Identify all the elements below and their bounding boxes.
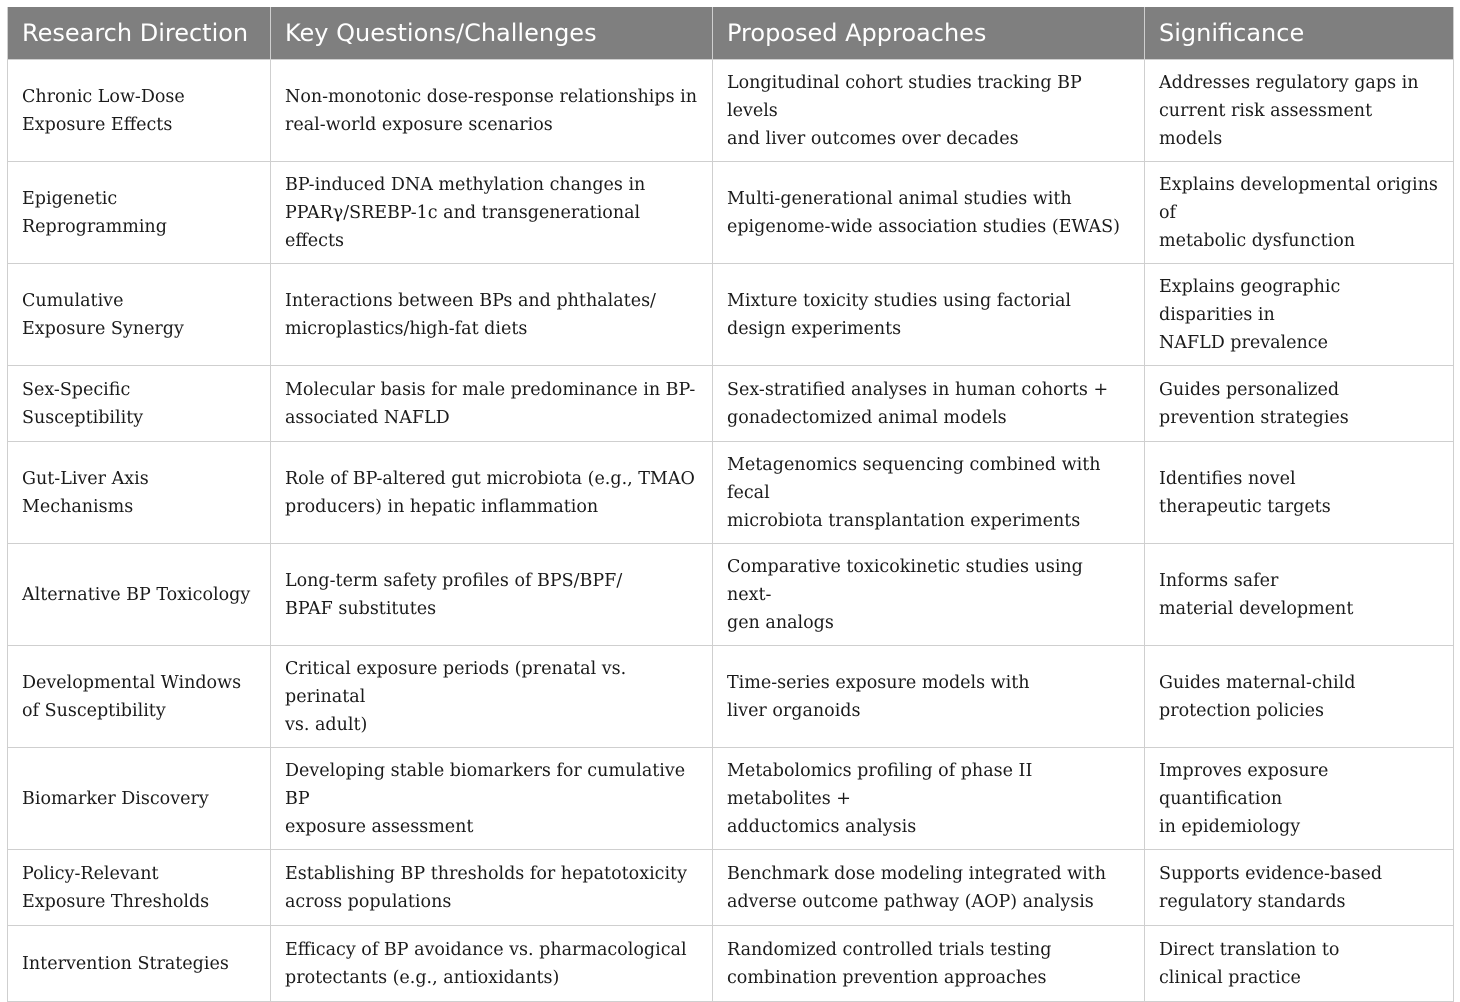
cell-key-questions <box>271 544 713 646</box>
cell-proposed-approaches <box>713 646 1145 748</box>
cell-proposed-approaches <box>713 162 1145 264</box>
table-row <box>8 264 1454 366</box>
cell-proposed-approaches <box>713 544 1145 646</box>
table-row <box>8 366 1454 442</box>
cell-research-direction <box>8 442 271 544</box>
table-row <box>8 748 1454 850</box>
research-directions-table <box>7 7 1454 1002</box>
cell-text: Developmental Windows of Susceptibility <box>22 673 242 721</box>
cell-text: Addresses regulatory gaps in current risk assessment models <box>1159 73 1419 149</box>
cell-text: Randomized controlled trials testing combination prevention approaches <box>727 940 1052 988</box>
cell-text: Sex-Specific Susceptibility <box>22 380 144 428</box>
cell-text: Longitudinal cohort studies tracking BP levels and liver outcomes over decades <box>727 73 1082 149</box>
cell-text: Time-series exposure models with liver organoids <box>727 673 1030 721</box>
cell-text: Explains geographic disparities in NAFLD prevalence <box>1159 277 1341 353</box>
cell-key-questions <box>271 162 713 264</box>
cell-proposed-approaches <box>713 442 1145 544</box>
cell-key-questions <box>271 748 713 850</box>
header-research-direction: Research Direction <box>8 7 271 60</box>
cell-significance <box>1145 366 1454 442</box>
cell-text: Metabolomics profiling of phase II metabolites + adductomics analysis <box>727 761 1033 837</box>
cell-key-questions <box>271 926 713 1002</box>
table-row <box>8 646 1454 748</box>
research-table-container <box>7 7 1453 1002</box>
cell-key-questions <box>271 850 713 926</box>
cell-key-questions <box>271 264 713 366</box>
cell-text: Non-monotonic dose-response relationships in real-world exposure scenarios <box>285 87 698 135</box>
cell-text: Alternative BP Toxicology <box>22 585 251 605</box>
cell-text: Direct translation to clinical practice <box>1159 940 1340 988</box>
table-row <box>8 442 1454 544</box>
cell-text: Efficacy of BP avoidance vs. pharmacological protectants (e.g., antioxidants) <box>285 940 687 988</box>
header-row <box>8 7 1454 60</box>
cell-research-direction <box>8 366 271 442</box>
header-proposed-approaches: Proposed Approaches <box>713 7 1145 60</box>
cell-research-direction <box>8 60 271 162</box>
cell-text: Guides maternal-child protection policies <box>1159 673 1356 721</box>
cell-text: Identifies novel therapeutic targets <box>1159 469 1331 517</box>
cell-text: BP-induced DNA methylation changes in PPARγ/SREBP-1c and transgenerational effects <box>285 175 646 251</box>
cell-text: Multi-generational animal studies with epigenome-wide association studies (EWAS) <box>727 189 1120 237</box>
cell-significance <box>1145 748 1454 850</box>
cell-research-direction <box>8 264 271 366</box>
cell-text: Establishing BP thresholds for hepatotoxicity across populations <box>285 864 687 912</box>
cell-research-direction <box>8 162 271 264</box>
cell-significance <box>1145 162 1454 264</box>
table-header <box>8 7 1454 60</box>
cell-text: Policy-Relevant Exposure Thresholds <box>22 864 210 912</box>
cell-text: Explains developmental origins of metabolic dysfunction <box>1159 175 1438 251</box>
cell-text: Critical exposure periods (prenatal vs. perinatal vs. adult) <box>285 659 627 735</box>
cell-text: Guides personalized prevention strategies <box>1159 380 1349 428</box>
cell-research-direction <box>8 646 271 748</box>
header-significance: Significance <box>1145 7 1454 60</box>
table-row <box>8 60 1454 162</box>
cell-text: Metagenomics sequencing combined with fecal microbiota transplantation experiments <box>727 455 1101 531</box>
cell-text: Comparative toxicokinetic studies using next- gen analogs <box>727 557 1083 633</box>
cell-key-questions <box>271 442 713 544</box>
cell-text: Cumulative Exposure Synergy <box>22 291 184 339</box>
table-body <box>8 60 1454 1002</box>
cell-text: Interactions between BPs and phthalates/ microplastics/high-fat diets <box>285 291 656 339</box>
cell-text: Molecular basis for male predominance in BP- associated NAFLD <box>285 380 696 428</box>
cell-research-direction <box>8 926 271 1002</box>
cell-proposed-approaches <box>713 60 1145 162</box>
cell-text: Developing stable biomarkers for cumulative BP exposure assessment <box>285 761 686 837</box>
cell-text: Biomarker Discovery <box>22 789 209 809</box>
header-key-questions: Key Questions/Challenges <box>271 7 713 60</box>
cell-text: Epigenetic Reprogramming <box>22 189 167 237</box>
cell-research-direction <box>8 748 271 850</box>
cell-proposed-approaches <box>713 850 1145 926</box>
table-row <box>8 850 1454 926</box>
cell-significance <box>1145 60 1454 162</box>
cell-key-questions <box>271 60 713 162</box>
cell-text: Benchmark dose modeling integrated with adverse outcome pathway (AOP) analysis <box>727 864 1106 912</box>
cell-significance <box>1145 264 1454 366</box>
table-row <box>8 162 1454 264</box>
cell-research-direction <box>8 850 271 926</box>
cell-text: Role of BP-altered gut microbiota (e.g., TMAO producers) in hepatic inflammation <box>285 469 695 517</box>
cell-key-questions <box>271 646 713 748</box>
table-row <box>8 544 1454 646</box>
cell-text: Intervention Strategies <box>22 954 229 974</box>
cell-text: Chronic Low-Dose Exposure Effects <box>22 87 185 135</box>
cell-significance <box>1145 926 1454 1002</box>
cell-proposed-approaches <box>713 748 1145 850</box>
cell-text: Mixture toxicity studies using factorial design experiments <box>727 291 1072 339</box>
cell-proposed-approaches <box>713 264 1145 366</box>
cell-text: Gut-Liver Axis Mechanisms <box>22 469 149 517</box>
cell-significance <box>1145 544 1454 646</box>
cell-significance <box>1145 850 1454 926</box>
cell-proposed-approaches <box>713 366 1145 442</box>
cell-text: Supports evidence-based regulatory standards <box>1159 864 1383 912</box>
cell-text: Long-term safety profiles of BPS/BPF/ BPAF substitutes <box>285 571 623 619</box>
cell-text: Sex-stratified analyses in human cohorts + gonadectomized animal models <box>727 380 1109 428</box>
cell-text: Improves exposure quantification in epidemiology <box>1159 761 1329 837</box>
cell-research-direction <box>8 544 271 646</box>
cell-significance <box>1145 442 1454 544</box>
cell-text: Informs safer material development <box>1159 571 1354 619</box>
cell-key-questions <box>271 366 713 442</box>
cell-significance <box>1145 646 1454 748</box>
table-row <box>8 926 1454 1002</box>
cell-proposed-approaches <box>713 926 1145 1002</box>
